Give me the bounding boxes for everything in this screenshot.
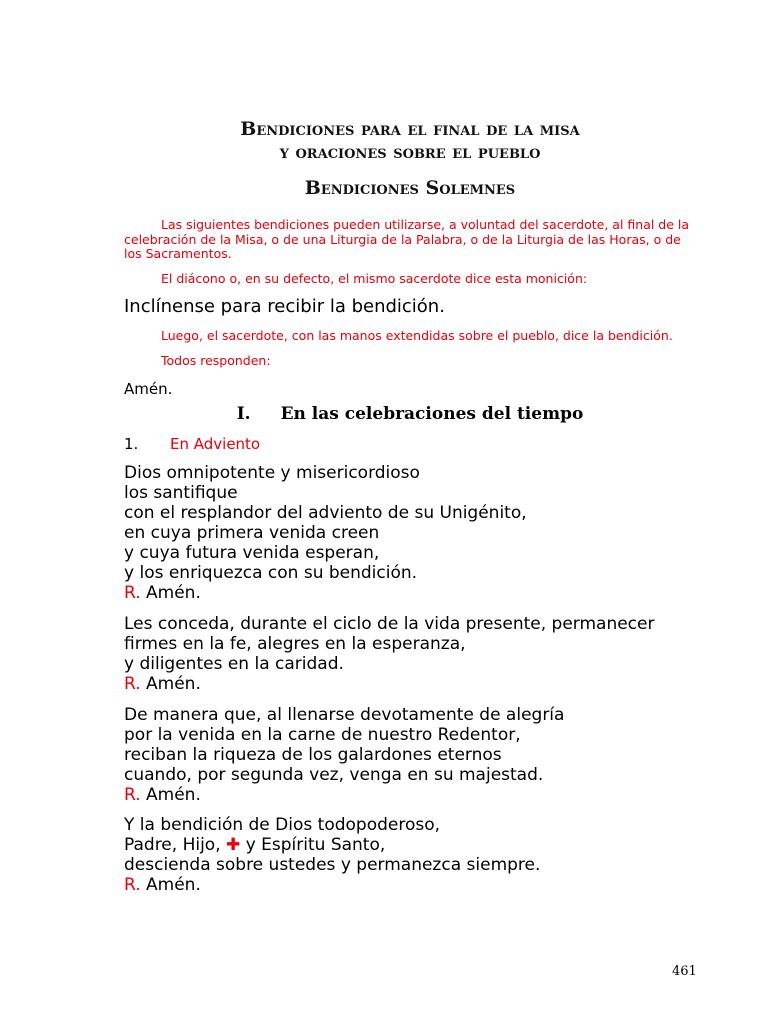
response-amen: Amén. [146,875,201,895]
stanza-line: Dios omnipotente y misericordioso [124,463,420,483]
section-heading [124,403,696,425]
stanza-line: con el resplandor del adviento de su Unigénito, [124,503,527,523]
deacon-rubric: El diácono o, en su defecto, el mismo sacerdote dice esta monición: [161,271,588,286]
stanza-line: y diligentes en la caridad. [124,654,344,674]
stanza-text: y Espíritu Santo, [245,835,386,855]
response-marker: R. [124,583,141,603]
document-page [124,0,696,1024]
stanza-line: Y la bendición de Dios todopoderoso, [124,815,441,835]
stanza-line: y los enriquezca con su bendición. [124,563,418,583]
blessing-stanza-3 [124,705,704,805]
blessing-stanza-4 [124,815,704,895]
stanza-line: descienda sobre ustedes y permanezca siempre. [124,855,541,875]
stanza-line: cuando, por segunda vez, venga en su majestad. [124,765,544,785]
stanza-line: firmes en la fe, alegres en la esperanza, [124,634,466,654]
response-line [124,785,704,805]
stanza-line: los santifique [124,483,238,503]
response-line [124,583,704,603]
title-line-1: Bendiciones para el final de la misa [240,118,580,140]
response-rubric: Todos responden: [161,353,271,368]
stanza-text: Padre, Hijo, [124,835,221,855]
response-amen: Amén. [146,583,201,603]
item-number: 1. [124,435,139,453]
item-heading [124,435,260,453]
title-line-2: y oraciones sobre el pueblo [279,141,541,163]
cross-icon: ✚ [226,835,241,855]
stanza-line: en cuya primera venida creen [124,523,380,543]
intro-rubric: Las siguientes bendiciones pueden utilizarse, a voluntad del sacerdote, al final de la celebración de la Misa, o de una Liturgia de la Palabra, o de la Liturgia de las Horas, o de los Sacramentos. [124,217,690,262]
stanza-line: reciban la riqueza de los galardones eternos [124,745,502,765]
page-subtitle: Bendiciones Solemnes [304,177,516,199]
stanza-line [124,835,704,855]
blessing-stanza-2 [124,614,704,694]
response-line [124,875,704,895]
section-number: I. [236,404,251,424]
response-amen: Amén. [146,785,201,805]
item-label: En Adviento [170,435,261,453]
blessing-stanza-1 [124,463,704,603]
response-marker: R. [124,875,141,895]
stanza-line: Les conceda, durante el ciclo de la vida presente, permanecer [124,614,655,634]
priest-rubric: Luego, el sacerdote, con las manos extendidas sobre el pueblo, dice la bendición. [161,328,673,343]
monition-text: Inclínense para recibir la bendición. [124,296,445,317]
response-marker: R. [124,785,141,805]
amen-response: Amén. [124,380,173,398]
response-amen: Amén. [146,674,201,694]
stanza-line: por la venida en la carne de nuestro Redentor, [124,725,521,745]
page-title [124,118,696,164]
response-marker: R. [124,674,141,694]
stanza-line: De manera que, al llenarse devotamente de alegría [124,705,565,725]
page-number: 461 [672,964,697,979]
stanza-line: y cuya futura venida esperan, [124,543,380,563]
response-line [124,674,704,694]
section-title: En las celebraciones del tiempo [280,404,584,424]
